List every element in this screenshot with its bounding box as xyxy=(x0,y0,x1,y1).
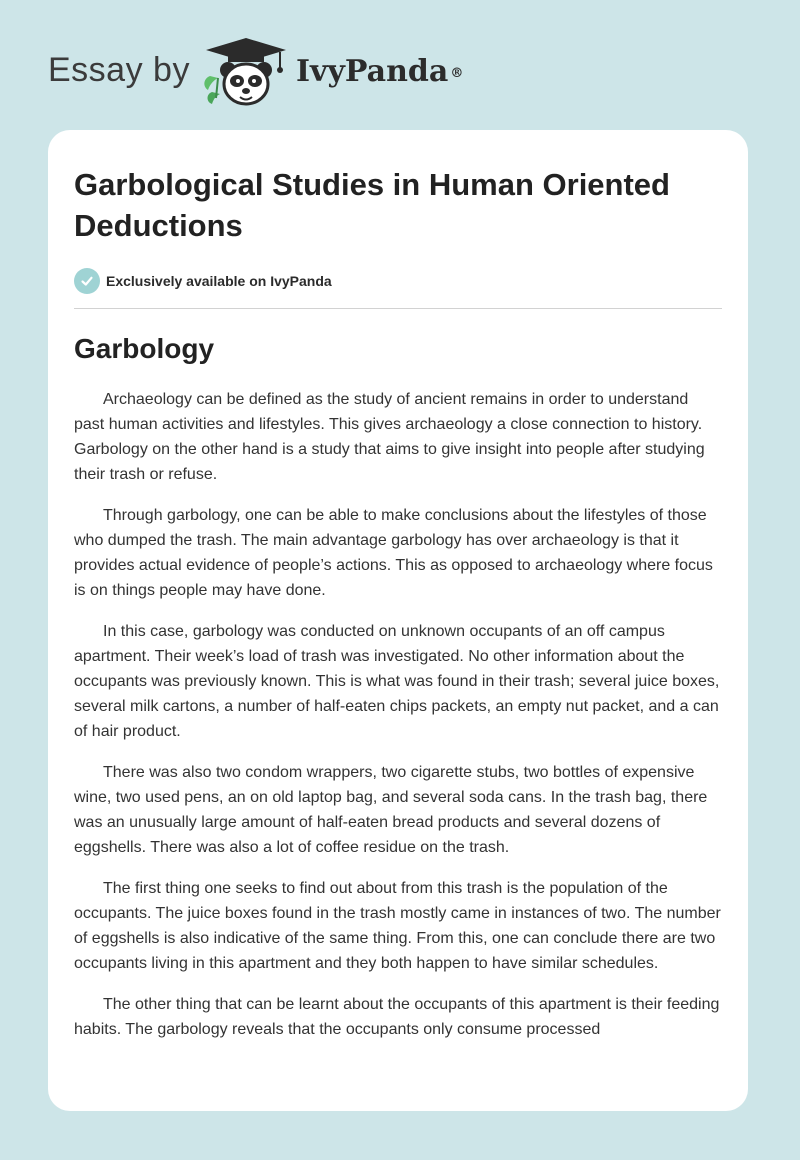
paragraph: There was also two condom wrappers, two cigarette stubs, two bottles of expensive wine, two used pens, an on old laptop bag, and several soda cans. In the trash bag, there was an unusually large amount of half-eaten bread products and several dozens of eggshells. There was also a lot of coffee residue on the trash. xyxy=(74,764,708,856)
page-title: Garbological Studies in Human Oriented Deductions xyxy=(74,167,670,243)
essay-by-label: Essay by xyxy=(48,51,190,89)
paragraph: In this case, garbology was conducted on unknown occupants of an off campus apartment. Their week’s load of trash was investigated. No other information about the occupants was previously known. This is what was found in their trash; several juice boxes, several milk cartons, a number of half-eaten chips packets, an empty nut packet, and a can of hair product. xyxy=(74,623,720,740)
section-heading: Garbology xyxy=(74,333,215,364)
divider xyxy=(74,308,722,309)
ivy-leaf-icon xyxy=(204,76,220,104)
exclusive-badge-label: Exclusively available on IvyPanda xyxy=(106,273,332,289)
brand-name: IvyPanda xyxy=(296,54,449,89)
check-circle-icon xyxy=(74,268,100,294)
site-header xyxy=(0,0,800,130)
paragraph: Through garbology, one can be able to make conclusions about the lifestyles of those who dumped the trash. The main advantage garbology has over archaeology is that it provides actual evidence of people’s actions. This as opposed to archaeology where focus is on things people may have done. xyxy=(74,507,713,599)
essay-card xyxy=(48,130,748,1111)
paragraph: The first thing one seeks to find out about from this trash is the population of the occupants. The juice boxes found in the trash mostly came in instances of two. The number of eggshells is also indicative of the same thing. From this, one can conclude there are two occupants living in this apartment and they both happen to have similar schedules. xyxy=(74,880,721,972)
exclusive-badge xyxy=(74,268,722,294)
paragraph: The other thing that can be learnt about the occupants of this apartment is their feeding habits. The garbology reveals that the occupants only consume processed xyxy=(74,996,720,1038)
panda-graduate-logo-icon[interactable] xyxy=(200,36,292,108)
essay-body xyxy=(74,387,722,1042)
paragraph: Archaeology can be defined as the study of ancient remains in order to understand past human activities and lifestyles. This gives archaeology a close connection to history. Garbology on the other hand is a study that aims to give insight into people after studying their trash or refuse. xyxy=(74,391,705,483)
registered-mark: ® xyxy=(450,66,464,81)
brand-logo-text[interactable] xyxy=(296,54,463,90)
